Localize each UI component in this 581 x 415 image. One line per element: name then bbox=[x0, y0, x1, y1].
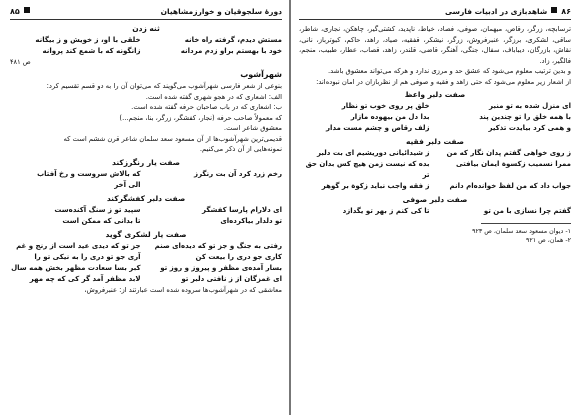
verse-hemistich: تو دلدار بیاکرده‌ای bbox=[220, 216, 282, 225]
verse-row bbox=[10, 274, 282, 285]
verse-hemistich: ای دلارام پارسا کفشگر bbox=[202, 205, 282, 214]
square-bullet-icon bbox=[24, 7, 30, 13]
left-header-title: دورهٔ سلجوقیان و خوارزمشاهیان bbox=[160, 6, 282, 16]
list-item: الف: اشعاری که در هجو شهری گفته شده است. bbox=[145, 92, 282, 101]
verse-row bbox=[299, 101, 571, 112]
verse-row bbox=[10, 46, 282, 57]
footnote: ۱- دیوان مسعود سعد سلمان، ص ۹۲۳ bbox=[472, 228, 571, 235]
verse-hemistich: کبر بسا سعادت مظهر بخش همه سال bbox=[11, 263, 141, 272]
verse-hemistich: ز روی خواهی گفتم پدان نگار که من bbox=[446, 149, 571, 157]
verse-hemistich: مستش دیدم، گرفته راه خانه bbox=[184, 36, 282, 44]
page-reference: ص ۴۸۱ bbox=[10, 58, 31, 66]
right-page-header bbox=[299, 6, 571, 16]
verse-hemistich: ممرا نسمیب زکسوة ایمان بیافتی bbox=[456, 160, 571, 168]
verse-row bbox=[10, 180, 282, 191]
verse-row bbox=[10, 216, 282, 227]
verse-row bbox=[10, 252, 282, 263]
verse-hemistich: آری جو تو دری را به نیکی تو را bbox=[34, 252, 141, 261]
right-page bbox=[291, 0, 581, 415]
verse-hemistich: زلف رقاص و چشم مست مدار bbox=[326, 124, 430, 132]
poem-title: صفت دلبر کفشگرکند bbox=[106, 193, 186, 203]
left-page-number: ۸۵ bbox=[10, 6, 20, 16]
verse-row bbox=[299, 181, 571, 192]
verse-hemistich: ز فقه واجب نباید زکوة بر گوهر bbox=[321, 182, 430, 190]
poem-title: صفت دلبر واعظ bbox=[404, 90, 466, 99]
verse-hemistich: بدا دل من بیهوده مازار bbox=[350, 113, 430, 121]
list-item: نمونه‌هایی از آن ذکر می‌کنیم. bbox=[199, 145, 282, 153]
verse-hemistich: جواب داد که من لفظ خوانده‌ام دانم bbox=[449, 182, 571, 190]
verse-row bbox=[299, 159, 571, 181]
verse-hemistich: جز تو که دیدی عید است از رنج و غم bbox=[16, 241, 141, 250]
left-header-rule bbox=[10, 19, 282, 20]
verse-row bbox=[299, 206, 571, 217]
poem-title: صفت یار لشکری گوید bbox=[105, 229, 187, 239]
verse-hemistich: خود با بهستم براو زدم مردانه bbox=[180, 47, 282, 55]
verse-hemistich: رخم زرد کرد آن بت رنگرز bbox=[194, 169, 282, 178]
paragraph: بنوعی از شعر فارسی شهرآشوب می‌گویند که می‌توان آن را به دو قسم تقسیم کرد: bbox=[46, 82, 282, 90]
verse-hemistich: با همه خلق را تو چندین پند bbox=[479, 113, 571, 121]
poem-title: صفت دلبر صوفی bbox=[402, 195, 468, 204]
verse-hemistich: ای منزل شده به تو منبر bbox=[489, 102, 571, 110]
footnote-rule bbox=[481, 223, 571, 224]
left-page-header bbox=[10, 6, 282, 16]
verse-hemistich bbox=[151, 180, 282, 191]
paragraph: از اشعار زیر معلوم می‌شود که حتی زاهد و فقیه و صوفی هم از نظربازان در امان نبوده‌اند: bbox=[316, 77, 571, 86]
verse-hemistich: ای غمزگان از ز نافتی دلبر تو bbox=[181, 274, 282, 283]
verse-row bbox=[10, 205, 282, 216]
verse-hemistich: که بالاش سروست و رخ آفتاب bbox=[37, 169, 141, 178]
list-item: قدیمی‌ترین شهرآشوب‌ها از آن مسعود سعد سلمان شاعر قرن ششم است که bbox=[63, 134, 282, 143]
verse-hemistich: خلق پر روی خوب تو نظار bbox=[341, 102, 430, 110]
verse-hemistich: کاری جو دری را بیعت کن bbox=[195, 252, 282, 261]
verse-row bbox=[10, 241, 282, 252]
verse-hemistich: ز شیدائیانی دوریشیم ای بت دلبر bbox=[316, 149, 430, 157]
poem-title: صفت یار رنگرزکند bbox=[112, 157, 180, 167]
paragraph: ترسابچه، زرگر، رقاص، میهمان، صوفی، فصاد، خیاط، ناپدید، کشتی‌گیر، چاهکن، نجاری، شاطر، ساقی، لشکری، برزگر، عنبرفروش، زرگر، نیشکر، قفقیه، صیاد، راهد، حاکم، کبوترباز، نانی، نقاش، بازرگان، دیباباف، سفال، جنگی، آهنگر، قاضی، قلندر، زاهد، قصاب، عطار، طبیب، منجم، فالگیر، زاد. bbox=[299, 25, 571, 65]
right-header-rule bbox=[299, 19, 571, 20]
verse-row bbox=[299, 112, 571, 123]
intro-title: ثنه زدن bbox=[132, 24, 160, 33]
right-header-title: شاهدبازی در ادبیات فارسی bbox=[445, 6, 548, 16]
verse-row bbox=[10, 263, 282, 274]
closing-paragraph: معاشقی که در شهرآشوب‌ها سروده شده است عبارتند از: عنبرفروش، bbox=[84, 285, 282, 294]
section-heading: شهرآشوب bbox=[240, 70, 282, 79]
verse-hemistich: و همی کرد بیایدت تذکیر bbox=[488, 124, 571, 132]
verse-hemistich: تا بدانی که ممکن است bbox=[62, 216, 141, 225]
verse-row bbox=[10, 35, 282, 46]
paragraph: و بدین ترتیب معلوم می‌شود که عشق حد و مرزی ندارد و هرکه می‌تواند معشوق باشد. bbox=[328, 67, 571, 75]
intro-verses bbox=[10, 35, 282, 57]
verse-hemistich: تا کی کنم ز بهر تو یگدازد bbox=[342, 207, 430, 215]
footnote: ۲- همان، ص ۹۲۱ bbox=[526, 237, 571, 244]
verse-hemistich: رفتی به جنگ و جز تو که دیده‌ای صنم bbox=[154, 241, 282, 250]
verse-hemistich: لابد مظفر آمد گر کی که چه مهر bbox=[29, 274, 141, 283]
definition-list bbox=[10, 92, 282, 155]
list-item: معشوق شاعر است. bbox=[223, 124, 282, 132]
list-item: ب: اشعاری که در باب صاحبان حرفه گفته شده است. bbox=[131, 103, 282, 111]
square-bullet-icon bbox=[551, 7, 557, 13]
verse-row bbox=[299, 123, 571, 134]
right-page-number: ۸۶ bbox=[561, 6, 571, 16]
poem-title: صفت دلبر فقیه bbox=[405, 137, 465, 146]
verse-hemistich: گفتم چرا نسازی با من تو bbox=[483, 207, 571, 215]
verse-hemistich: زانگونه که با شمع کند پروانه bbox=[42, 47, 141, 55]
verse-hemistich: بسار آمده‌ی مظفر و پیروز و روز تو bbox=[160, 263, 282, 272]
left-page bbox=[0, 0, 290, 415]
verse-hemistich: الی آخر bbox=[114, 180, 141, 189]
list-item: که معمولاً صاحب حرفه (نجار، کفشگر، زرگر، بنا، منجم...) bbox=[119, 113, 282, 122]
verse-hemistich: سپید تو ز سنگ آکنده‌ست bbox=[54, 205, 141, 214]
verse-row bbox=[299, 148, 571, 159]
verse-row bbox=[10, 169, 282, 180]
verse-hemistich: خلقی با او، ز خویش و ز بیگانه bbox=[35, 36, 141, 44]
verse-hemistich: بده که نیست زمن هیچ کس بدان حق تر bbox=[305, 160, 430, 179]
